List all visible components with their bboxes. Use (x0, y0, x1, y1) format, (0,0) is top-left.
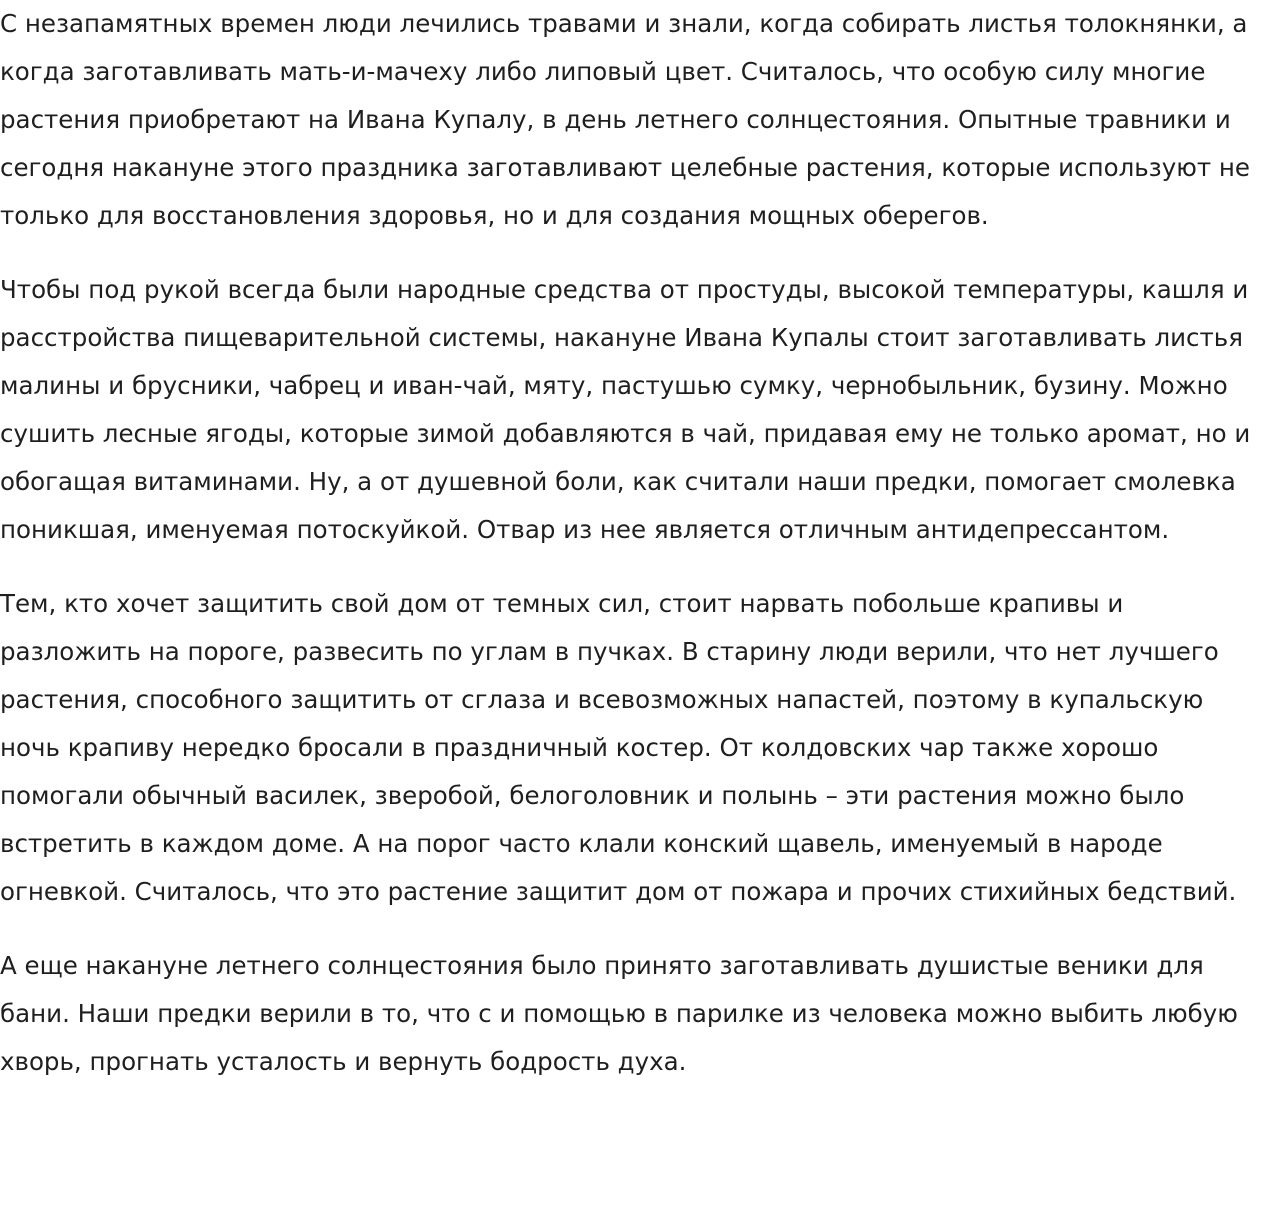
paragraph-herbs-tradition: С незапамятных времен люди лечились травами и знали, когда собирать листья толокнянки, а когда заготавливать мать-и-мачеху либо липовый цвет. Считалось, что особую силу многие растения приобретают на Ивана Купалу, в день летнего солнцестояния. Опытные травники и сегодня накануне этого праздника заготавливают целебные растения, которые используют не только для восстановления здоровья, но и для создания мощных оберегов. (0, 9, 1250, 230)
paragraph-bath-brooms: А еще накануне летнего солнцестояния было принято заготавливать душистые веники для бани. Наши предки верили в то, что с и помощью в парилке из человека можно выбить любую хворь, прогнать усталость и вернуть бодрость духа. (0, 951, 1238, 1076)
paragraph-home-protection: Тем, кто хочет защитить свой дом от темных сил, стоит нарвать побольше крапивы и разложить на пороге, развесить по углам в пучках. В старину люди верили, что нет лучшего растения, способного защитить от сглаза и всевозможных напастей, поэтому в купальскую ночь крапиву нередко бросали в праздничный костер. От колдовских чар также хорошо помогали обычный василек, зверобой, белоголовник и полынь – эти растения можно было встретить в каждом доме. А на порог часто клали конский щавель, именуемый в народе огневкой. Считалось, что это растение защитит дом от пожара и прочих стихийных бедствий. (0, 589, 1237, 906)
paragraph-folk-remedies: Чтобы под рукой всегда были народные средства от простуды, высокой температуры, кашля и расстройства пищеварительной системы, накануне Ивана Купалы стоит заготавливать листья малины и брусники, чабрец и иван-чай, мяту, пастушью сумку, чернобыльник, бузину. Можно сушить лесные ягоды, которые зимой добавляются в чай, придавая ему не только аромат, но и обогащая витаминами. Ну, а от душевной боли, как считали наши предки, помогает смолевка поникшая, именуемая потоскуйкой. Отвар из нее является отличным антидепрессантом. (0, 275, 1251, 544)
